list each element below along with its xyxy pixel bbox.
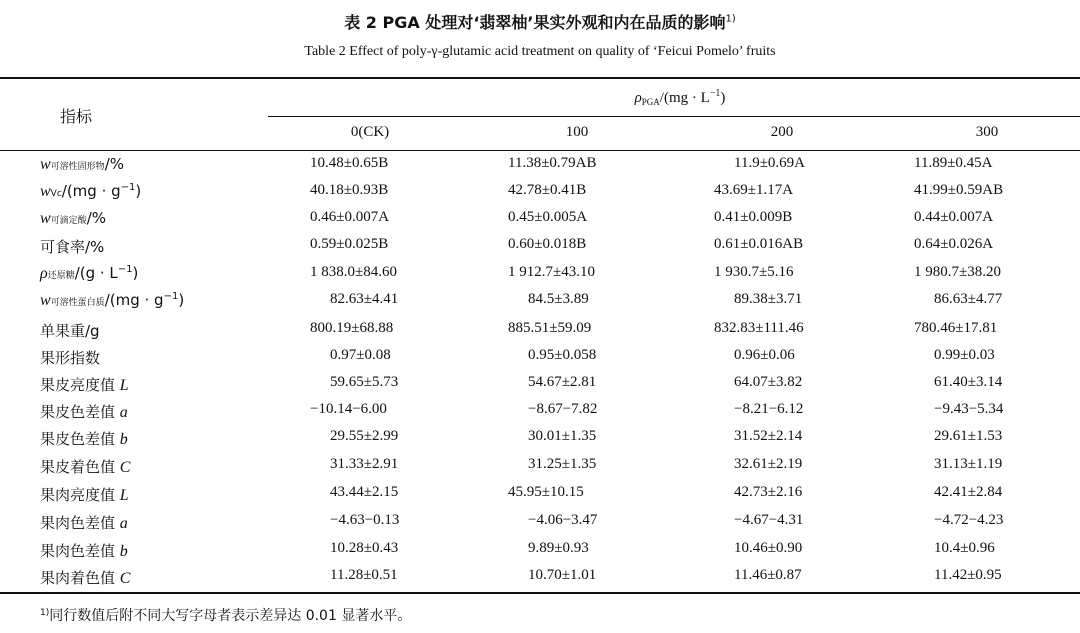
table-cell: −4.06−3.47: [528, 512, 598, 528]
table-cell: 0.59±0.025B: [310, 236, 389, 252]
row-label: $wVc/(mg \cdot g^{-1})$: [40, 182, 142, 200]
row-label: w可溶性固形物/%: [40, 155, 124, 173]
table-cell: 84.5±3.89: [528, 291, 589, 307]
row-label: 果肉色差值 b: [40, 542, 128, 560]
table-cell: 0.96±0.06: [734, 347, 795, 363]
table-row: [0, 428, 1080, 450]
table-cell: 1 912.7±43.10: [508, 264, 595, 280]
table-cell: 0.60±0.018B: [508, 236, 587, 252]
table-cell: 10.4±0.96: [934, 540, 995, 556]
row-label: 果形指数: [40, 349, 101, 367]
table-row: [0, 374, 1080, 396]
table-cell: 832.83±111.46: [714, 320, 804, 336]
table-title-en: Table 2 Effect of poly-γ-glutamic acid treatment on quality of ‘Feicui Pomelo’ fruits: [304, 44, 776, 59]
row-label: 果肉着色值 C: [40, 569, 131, 587]
table-row: [0, 456, 1080, 478]
table-row: [0, 401, 1080, 423]
table-cell: −4.63−0.13: [330, 512, 400, 528]
table-cell: 0.41±0.009B: [714, 209, 793, 225]
table-cell: 9.89±0.93: [528, 540, 589, 556]
table-cell: 54.67±2.81: [528, 374, 597, 390]
table-row: [0, 512, 1080, 534]
table-cell: 0.64±0.026A: [914, 236, 994, 252]
top-rule: [0, 77, 1080, 79]
row-label: 果肉色差值 a: [40, 514, 128, 532]
table-cell: 61.40±3.14: [934, 374, 1003, 390]
column-header-300: 300: [975, 124, 999, 140]
row-label: ρ还原糖$/(g \cdot L^{-1})$: [40, 264, 139, 282]
row-label: 果皮色差值 b: [40, 430, 128, 448]
table-cell: 89.38±3.71: [734, 291, 803, 307]
table-cell: −8.21−6.12: [734, 401, 804, 417]
index-header: 指标: [60, 107, 93, 126]
row-label: 果皮亮度值 L: [40, 376, 129, 394]
table-cell: 42.73±2.16: [734, 484, 803, 500]
table-row: [0, 209, 1080, 231]
group-rule: [268, 116, 1080, 117]
table-cell: 45.95±10.15: [508, 484, 584, 500]
table-cell: 31.25±1.35: [528, 456, 597, 472]
table-cell: 29.61±1.53: [934, 428, 1003, 444]
table-cell: 885.51±59.09: [508, 320, 592, 336]
table-cell: 0.44±0.007A: [914, 209, 994, 225]
table-cell: 0.95±0.058: [528, 347, 597, 363]
table-row: [0, 540, 1080, 562]
table-cell: 31.33±2.91: [330, 456, 399, 472]
table-cell: 31.13±1.19: [934, 456, 1003, 472]
table-cell: 29.55±2.99: [330, 428, 399, 444]
column-header-100: 100: [565, 124, 589, 140]
table-cell: 800.19±68.88: [310, 320, 394, 336]
table-row: [0, 264, 1080, 286]
table-cell: 59.65±5.73: [330, 374, 399, 390]
table-cell: 0.46±0.007A: [310, 209, 390, 225]
table-cell: 0.99±0.03: [934, 347, 995, 363]
table-cell: 32.61±2.19: [734, 456, 803, 472]
row-label: 可食率/%: [40, 238, 105, 256]
table-cell: 10.46±0.90: [734, 540, 803, 556]
table-cell: 31.52±2.14: [734, 428, 803, 444]
table-row: [0, 484, 1080, 506]
row-label: 果皮着色值 C: [40, 458, 131, 476]
table-cell: 40.18±0.93B: [310, 182, 389, 198]
table-cell: 43.44±2.15: [330, 484, 399, 500]
table-cell: 30.01±1.35: [528, 428, 597, 444]
table-cell: 10.28±0.43: [330, 540, 399, 556]
table-cell: 11.38±0.79AB: [508, 155, 597, 171]
header-bottom-rule: [0, 150, 1080, 151]
table-cell: 11.9±0.69A: [734, 155, 806, 171]
table-cell: −4.72−4.23: [934, 512, 1004, 528]
table-cell: 42.41±2.84: [934, 484, 1003, 500]
table-cell: 10.70±1.01: [528, 567, 597, 583]
table-cell: 1 980.7±38.20: [914, 264, 1001, 280]
table-cell: 11.28±0.51: [330, 567, 398, 583]
footnote: $^{1)}$同行数值后附不同大写字母者表示差异达 0.01 显著水平。: [40, 608, 412, 624]
table-cell: −8.67−7.82: [528, 401, 598, 417]
table-row: [0, 320, 1080, 342]
row-label: 单果重/g: [40, 322, 100, 340]
table-cell: 11.42±0.95: [934, 567, 1002, 583]
row-label: 果皮色差值 a: [40, 403, 128, 421]
table-row: [0, 567, 1080, 589]
table-cell: 43.69±1.17A: [714, 182, 794, 198]
table-row: [0, 291, 1080, 313]
table-cell: −10.14−6.00: [310, 401, 387, 417]
table-row: [0, 347, 1080, 369]
table-row: [0, 236, 1080, 258]
concentration-group-header: $\rho_{PGA}/(mg \cdot L^{-1})$: [634, 88, 726, 107]
column-header-200: 200: [770, 124, 794, 140]
table-cell: 1 838.0±84.60: [310, 264, 397, 280]
table-cell: 0.45±0.005A: [508, 209, 588, 225]
table-cell: 42.78±0.41B: [508, 182, 587, 198]
table-cell: −4.67−4.31: [734, 512, 804, 528]
row-label: 果肉亮度值 L: [40, 486, 129, 504]
table-cell: −9.43−5.34: [934, 401, 1004, 417]
table-row: [0, 155, 1080, 177]
table-cell: 11.89±0.45A: [914, 155, 993, 171]
table-cell: 86.63±4.77: [934, 291, 1003, 307]
title-footnote-mark: 1): [725, 13, 736, 25]
table-cell: 10.48±0.65B: [310, 155, 389, 171]
table-title-cn: 表 2 PGA 处理对‘翡翠柚’果实外观和内在品质的影响$^{1)}$: [344, 13, 736, 32]
column-header-ck: 0(CK): [350, 124, 390, 140]
table-cell: 11.46±0.87: [734, 567, 802, 583]
row-label: w可滴定酸/%: [40, 209, 106, 227]
table-cell: 1 930.7±5.16: [714, 264, 794, 280]
table-row: [0, 182, 1080, 204]
bottom-rule: [0, 592, 1080, 594]
table-cell: 780.46±17.81: [914, 320, 998, 336]
row-label: w可溶性蛋白质$/(mg \cdot g^{-1})$: [40, 291, 185, 309]
table-cell: 64.07±3.82: [734, 374, 803, 390]
table-cell: 0.61±0.016AB: [714, 236, 804, 252]
table-cell: 41.99±0.59AB: [914, 182, 1004, 198]
table-cell: 82.63±4.41: [330, 291, 399, 307]
table-cell: 0.97±0.08: [330, 347, 391, 363]
